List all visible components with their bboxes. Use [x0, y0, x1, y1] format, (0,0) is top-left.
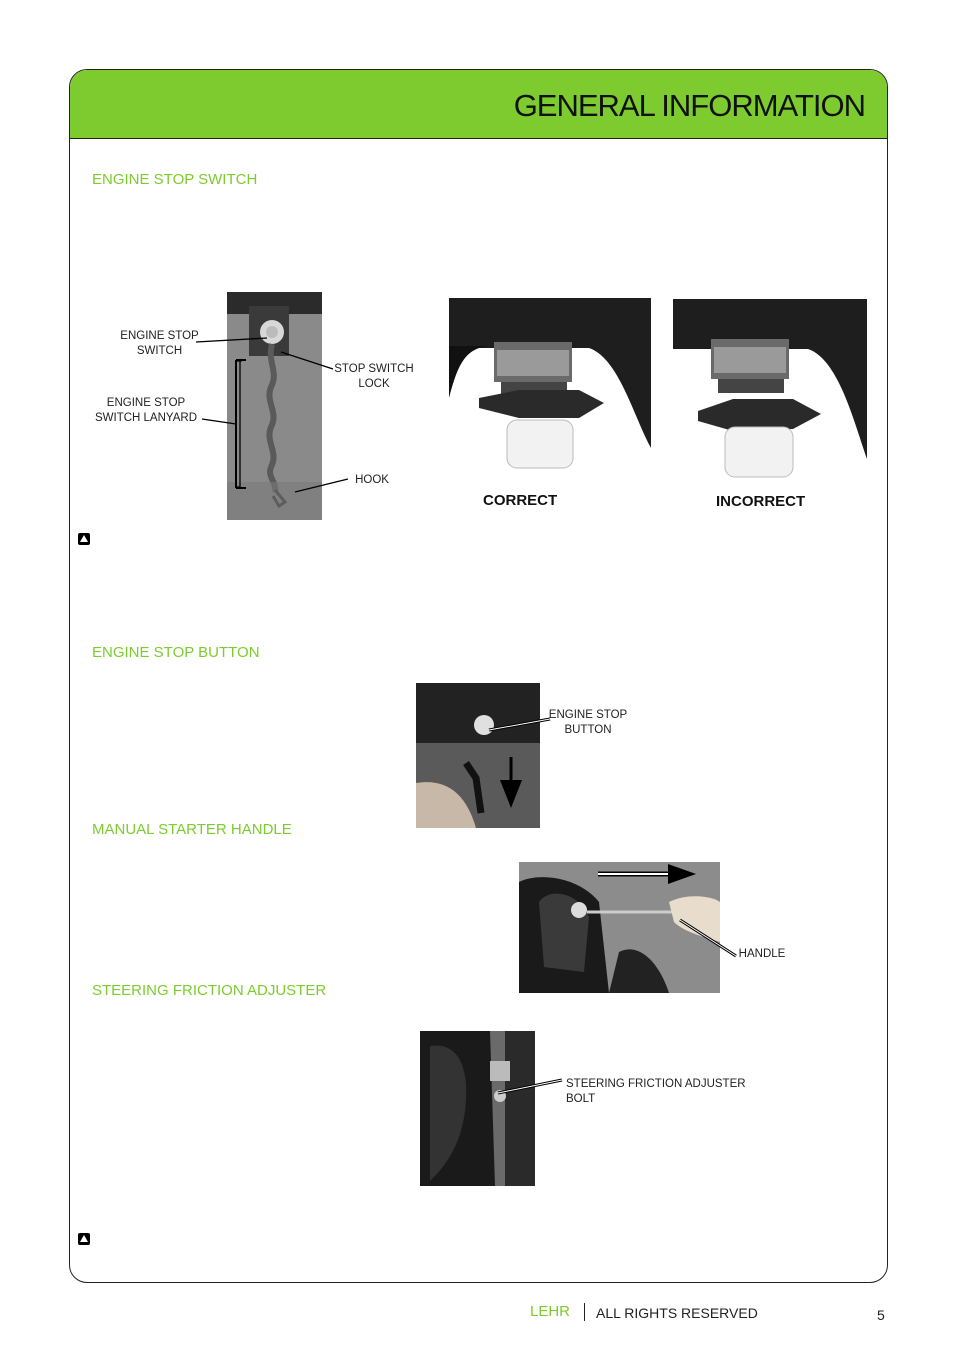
label-line: ENGINE STOP [120, 330, 199, 342]
label-line: ENGINE STOP [106, 397, 186, 409]
page-title: GENERAL INFORMATION [513, 88, 865, 123]
label-handle: HANDLE [738, 948, 786, 960]
footer-separator [584, 1303, 585, 1321]
caption-correct: CORRECT [483, 492, 558, 509]
label-stop-switch-lock [332, 362, 416, 392]
section-heading-manual-starter-handle: MANUAL STARTER HANDLE [92, 821, 292, 838]
label-steering-friction-adjuster-bolt: STEERING FRICTION ADJUSTER BOLT [566, 1078, 746, 1105]
caption-incorrect: INCORRECT [716, 493, 806, 510]
label-line: SWITCH LANYARD [94, 412, 198, 424]
label-line: STOP SWITCH [334, 363, 414, 375]
label-hook: HOOK [355, 474, 389, 486]
footer-brand: LEHR [530, 1303, 571, 1320]
label-line: SWITCH [136, 345, 183, 357]
label-line: ENGINE STOP [548, 709, 628, 721]
label-engine-stop-switch [112, 329, 207, 359]
label-engine-stop-switch-lanyard [90, 396, 202, 426]
section-heading-engine-stop-button: ENGINE STOP BUTTON [92, 644, 260, 661]
label-engine-stop-button [546, 708, 630, 738]
label-line: BUTTON [564, 724, 612, 736]
warning-triangle-icon [78, 533, 90, 545]
section-heading-steering-friction-adjuster: STEERING FRICTION ADJUSTER [92, 982, 327, 999]
footer-rights: ALL RIGHTS RESERVED [596, 1305, 758, 1321]
label-line: LOCK [358, 378, 390, 390]
section-heading-engine-stop-switch: ENGINE STOP SWITCH [92, 171, 258, 188]
page-number: 5 [877, 1307, 885, 1323]
warning-triangle-icon [78, 1233, 90, 1245]
